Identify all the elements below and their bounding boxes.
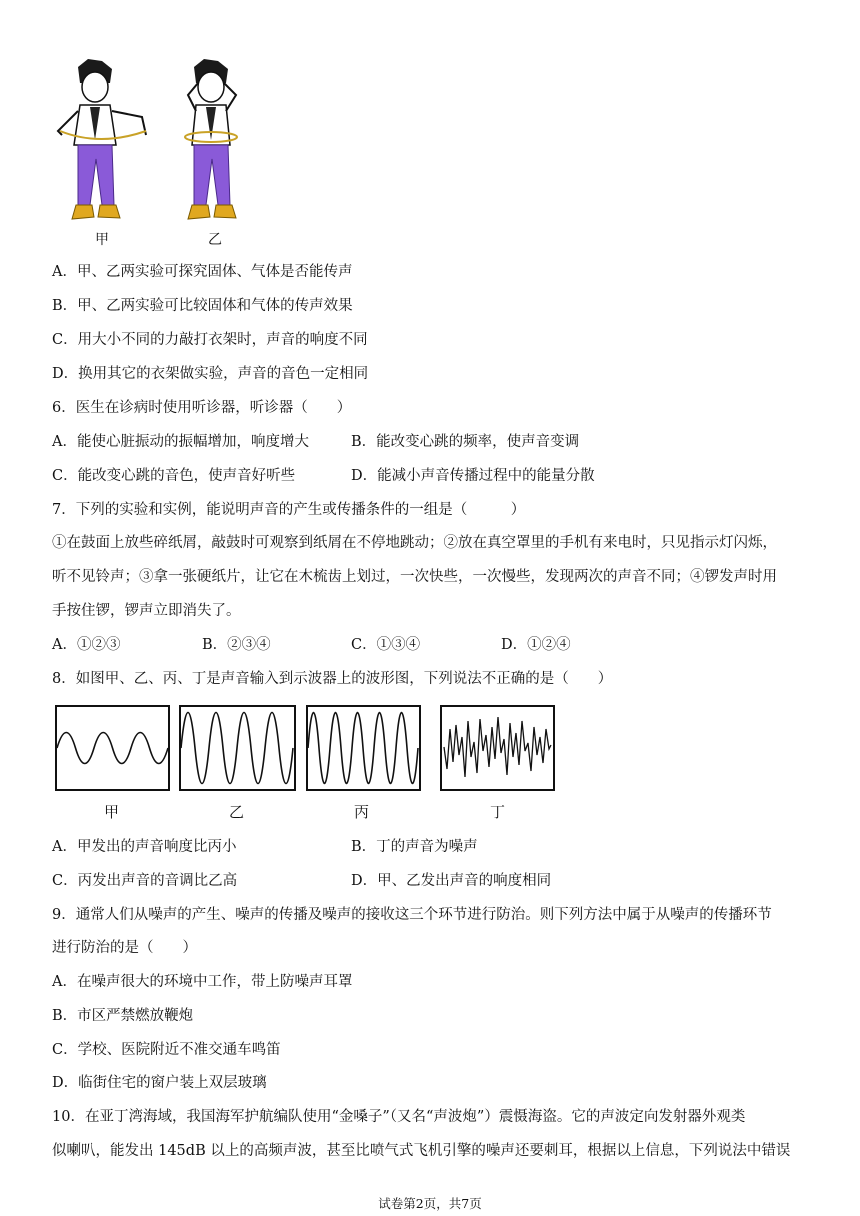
q6-option-d: D．能减小声音传播过程中的能量分散 xyxy=(351,468,595,484)
waveform-label-ding: 丁 xyxy=(490,803,506,821)
boy-left-drawing xyxy=(58,59,146,219)
q8-option-b: B．丁的声音为噪声 xyxy=(351,839,478,855)
q7-option-d: D．①②④ xyxy=(501,637,571,653)
figure-hanger-experiment xyxy=(50,55,270,245)
q9-stem-line-1: 9．通常人们从噪声的产生、噪声的传播及噪声的接收这三个环节进行防治。则下列方法中属于从噪声的传播环节 xyxy=(52,907,772,923)
q8-stem: 8．如图甲、乙、丙、丁是声音输入到示波器上的波形图，下列说法不正确的是（ ） xyxy=(52,671,613,687)
waveform-label-jia: 甲 xyxy=(104,803,120,821)
q9-stem-line-2: 进行防治的是（ ） xyxy=(52,940,197,956)
q8-option-a: A．甲发出的声音响度比丙小 xyxy=(52,839,237,855)
waveform-label-bing: 丙 xyxy=(354,803,370,821)
q6-stem: 6．医生在诊病时使用听诊器，听诊器（ ） xyxy=(52,400,352,416)
q7-stem: 7．下列的实验和实例，能说明声音的产生或传播条件的一组是（ ） xyxy=(52,502,526,518)
q5-option-b: B．甲、乙两实验可比较固体和气体的传声效果 xyxy=(52,298,353,314)
q5-option-a: A．甲、乙两实验可探究固体、气体是否能传声 xyxy=(52,264,353,280)
boys-illustration xyxy=(50,55,270,245)
figure-label-yi: 乙 xyxy=(208,232,222,248)
q7-option-a: A．①②③ xyxy=(52,637,121,653)
q8-option-c: C．丙发出声音的音调比乙高 xyxy=(52,873,238,889)
q9-option-b: B．市区严禁燃放鞭炮 xyxy=(52,1008,194,1024)
q7-body-line-3: 手按住锣，锣声立即消失了。 xyxy=(52,603,241,619)
q5-option-c: C．用大小不同的力敲打衣架时，声音的响度不同 xyxy=(52,332,368,348)
q10-stem-line-1: 10．在亚丁湾海域，我国海军护航编队使用“金嗓子”（又名“声波炮”）震慑海盗。它的声波定向发射器外观类 xyxy=(52,1109,746,1125)
q7-option-b: B．②③④ xyxy=(202,637,271,653)
q6-option-b: B．能改变心跳的频率，使声音变调 xyxy=(351,434,580,450)
q9-option-d: D．临街住宅的窗户装上双层玻璃 xyxy=(52,1075,267,1091)
q7-body-line-1: ①在鼓面上放些碎纸屑，敲鼓时可观察到纸屑在不停地跳动；②放在真空罩里的手机有来电时，只见指示灯闪烁， xyxy=(52,535,777,551)
waveform-jia xyxy=(55,705,170,791)
waveform-label-yi: 乙 xyxy=(229,803,245,821)
waveform-ding xyxy=(440,705,555,791)
q6-option-c: C．能改变心跳的音色，使声音好听些 xyxy=(52,468,296,484)
q9-option-c: C．学校、医院附近不准交通车鸣笛 xyxy=(52,1042,281,1058)
q5-option-d: D．换用其它的衣架做实验，声音的音色一定相同 xyxy=(52,366,369,382)
q8-option-d: D．甲、乙发出声音的响度相同 xyxy=(351,873,552,889)
figure-label-jia: 甲 xyxy=(95,232,109,248)
q7-option-c: C．①③④ xyxy=(351,637,421,653)
page-footer: 试卷第2页，共7页 xyxy=(378,1196,482,1211)
q9-option-a: A．在噪声很大的环境中工作，带上防噪声耳罩 xyxy=(52,974,353,990)
waveform-bing xyxy=(306,705,421,791)
q6-option-a: A．能使心脏振动的振幅增加，响度增大 xyxy=(52,434,309,450)
waveform-yi xyxy=(179,705,296,791)
boy-right-drawing xyxy=(185,59,237,219)
q10-stem-line-2: 似喇叭，能发出 145dB 以上的高频声波，甚至比喷气式飞机引擎的噪声还要刺耳，根据以上信息，下列说法中错误 xyxy=(52,1143,791,1159)
q7-body-line-2: 听不见铃声；③拿一张硬纸片，让它在木梳齿上划过，一次快些，一次慢些，发现两次的声音不同；④锣发声时用 xyxy=(52,569,777,585)
